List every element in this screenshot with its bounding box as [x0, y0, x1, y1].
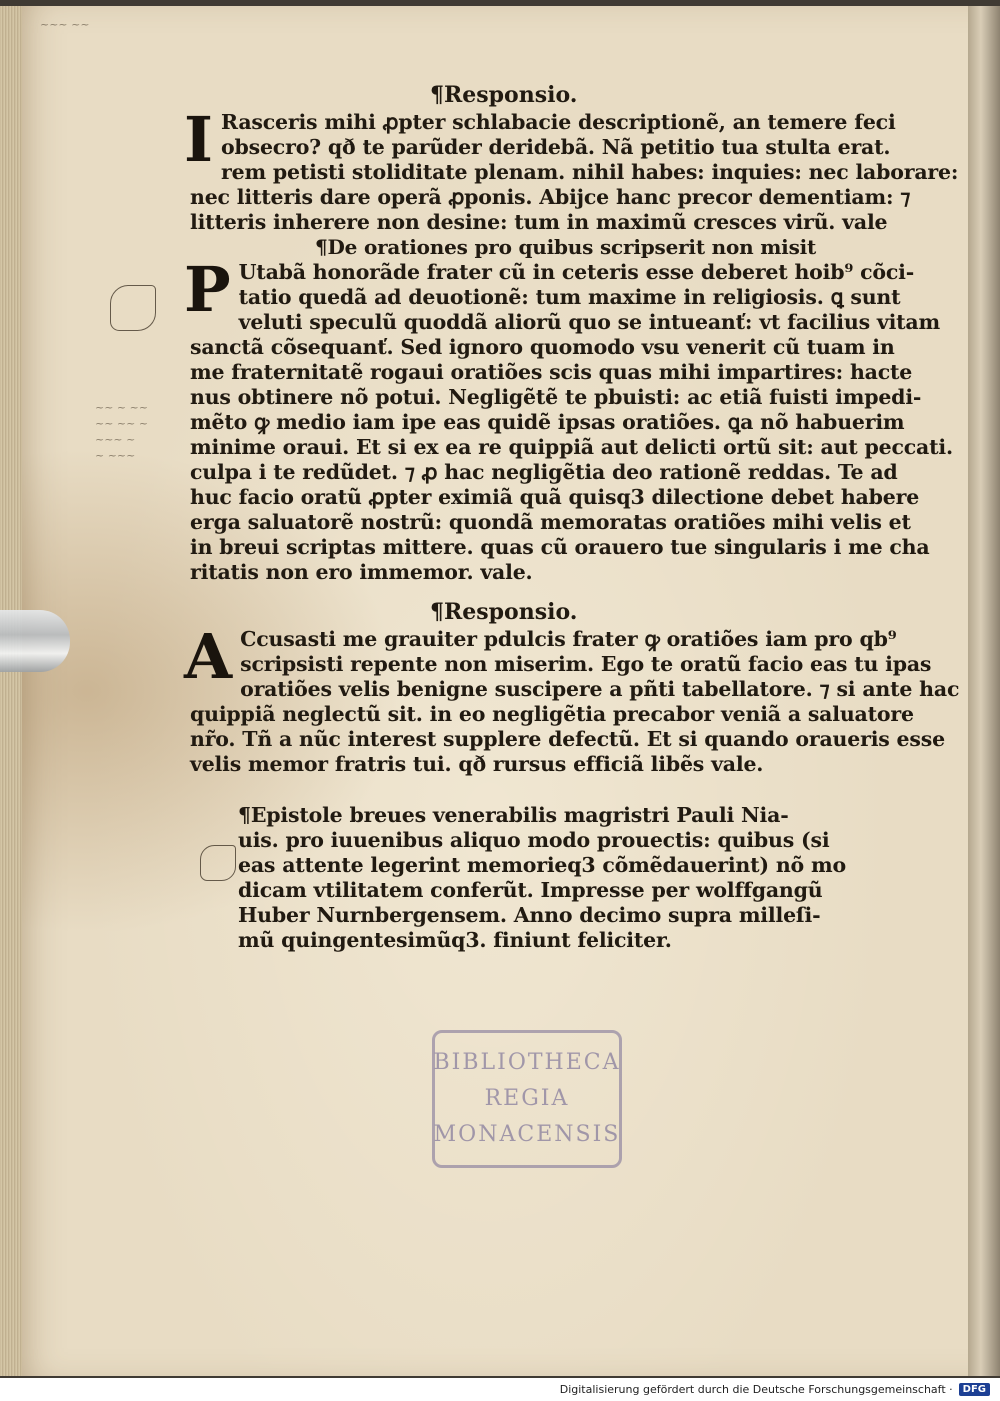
text-line: mẽto ꝙ medio iam ipe eas quidẽ ipsas oratiões. ꝗa nõ habuerim — [190, 410, 905, 434]
marginal-note-left: ~~ ~ ~~ ~~ ~~ ~ ~~~ ~ ~ ~~~ — [95, 401, 149, 462]
initial-letter: I — [184, 103, 214, 176]
text-line: velis memor fratris tui. qð rursus efficiã libẽs vale. — [190, 752, 764, 776]
text-line: culpa i te redũdet. ⁊ ꝓ hac negligẽtia deo rationẽ reddas. Te ad — [190, 460, 898, 484]
letter-reply-1 — [184, 103, 959, 235]
text-line: me fraternitatẽ rogaui oratiões scis quas mihi impartires: hacte — [190, 360, 913, 384]
text-line: tatio quedã ad deuotionẽ: tum maxime in religiosis. ꝗ sunt — [238, 285, 901, 309]
text-line: ritatis non ero immemor. vale. — [190, 560, 533, 584]
text-line: erga saluatorẽ nostrũ: quondã memoratas oratiões mihi velis et — [190, 510, 911, 534]
text-line: veluti speculũ quoddã aliorũ quo se intueanť: vt facilius vitam — [238, 310, 941, 334]
dfg-logo-icon: DFG — [959, 1383, 990, 1396]
page-edge-left — [0, 6, 22, 1376]
colophon-line: dicam vtilitatem conferũt. Impresse per wolffgangũ — [238, 878, 823, 902]
stamp-line: BIBLIOTHECA — [433, 1050, 621, 1075]
glass-rod-weight — [0, 610, 70, 672]
text-line: quippiã neglectũ sit. in eo negligẽtia precabor veniã a saluatore — [190, 702, 914, 726]
initial-letter: A — [184, 620, 233, 693]
text-line: rem petisti stoliditate plenam. nihil habes: inquies: nec laborare: — [221, 160, 959, 184]
text-line: nus obtinere nõ potui. Negligẽtẽ te pbuisti: ac etiã fuisti impedi- — [190, 385, 922, 409]
text-line: nec litteris dare operã ꝓponis. Abijce hanc precor dementiam: ⁊ — [190, 185, 911, 209]
manicule-pointing-hand-icon — [110, 285, 156, 331]
text-line: litteris inherere non desine: tum in maximũ cresces virũ. vale — [190, 210, 888, 234]
text-line: obsecro? qð te parũder deridebã. Nã petitio tua stulta erat. — [221, 135, 891, 159]
section-heading: ¶Responsio. — [430, 82, 578, 108]
text-line: oratiões velis benigne suscipere a pñti tabellatore. ⁊ si ante hac — [240, 677, 960, 701]
footer-bar — [0, 1378, 1000, 1401]
text-line: Utabã honorãde frater cũ in ceteris esse deberet hoib⁹ cõci- — [238, 260, 915, 284]
text-line: nr̃o. Tñ a nũc interest supplere defectũ. Et si quando oraueris esse — [190, 727, 945, 751]
stamp-line: REGIA — [484, 1086, 570, 1111]
section-title: ¶De orationes pro quibus scripserit non misit — [315, 235, 817, 259]
stamp-line: MONACENSIS — [433, 1122, 621, 1147]
colophon-line: eas attente legerint memorieq3 cõmẽdauerint) nõ mo — [238, 853, 846, 877]
marginal-note-top: ~~~ ~~ — [40, 18, 90, 31]
text-line: scripsisti repente non miserim. Ego te oratũ facio eas tu ipas — [240, 652, 932, 676]
letter-reply-3 — [184, 620, 960, 777]
text-line: minime oraui. Et si ex ea re quippiã aut delicti ortũ sit: aut peccati. — [190, 435, 953, 459]
text-line: in breui scriptas mittere. quas cũ orauero tue singularis i me cha — [190, 535, 930, 559]
colophon-line: uis. pro iuuenibus aliquo modo prouectis: quibus (si — [238, 828, 830, 852]
letter-body-2 — [184, 253, 953, 585]
colophon-line: Huber Nurnbergensem. Anno decimo supra milleſi- — [238, 903, 821, 927]
initial-letter: P — [184, 253, 231, 326]
footer-credit: Digitalisierung gefördert durch die Deutsche Forschungsgemeinschaft · — [559, 1383, 953, 1396]
printed-text — [184, 80, 960, 953]
text-line: sanctã cõsequanť. Sed ignoro quomodo vsu venerit cũ tuam in — [190, 335, 895, 359]
text-line: Ccusasti me grauiter pdulcis frater ꝙ oratiões iam pro qb⁹ — [240, 627, 897, 651]
section-heading: ¶Responsio. — [430, 599, 578, 625]
text-line: Rasceris mihi ꝓpter schlabacie descriptionẽ, an temere feci — [221, 110, 896, 134]
colophon-line: mũ quingentesimũq3. finiunt feliciter. — [238, 928, 672, 952]
text-line: huc facio oratũ ꝓpter eximiã quã quisq3 dilectione debet habere — [190, 485, 920, 509]
colophon-line: ¶Epistole breues venerabilis magristri Pauli Nia- — [238, 803, 789, 827]
page-edge-right — [968, 6, 1000, 1376]
colophon — [238, 803, 880, 953]
library-stamp — [432, 1030, 622, 1168]
